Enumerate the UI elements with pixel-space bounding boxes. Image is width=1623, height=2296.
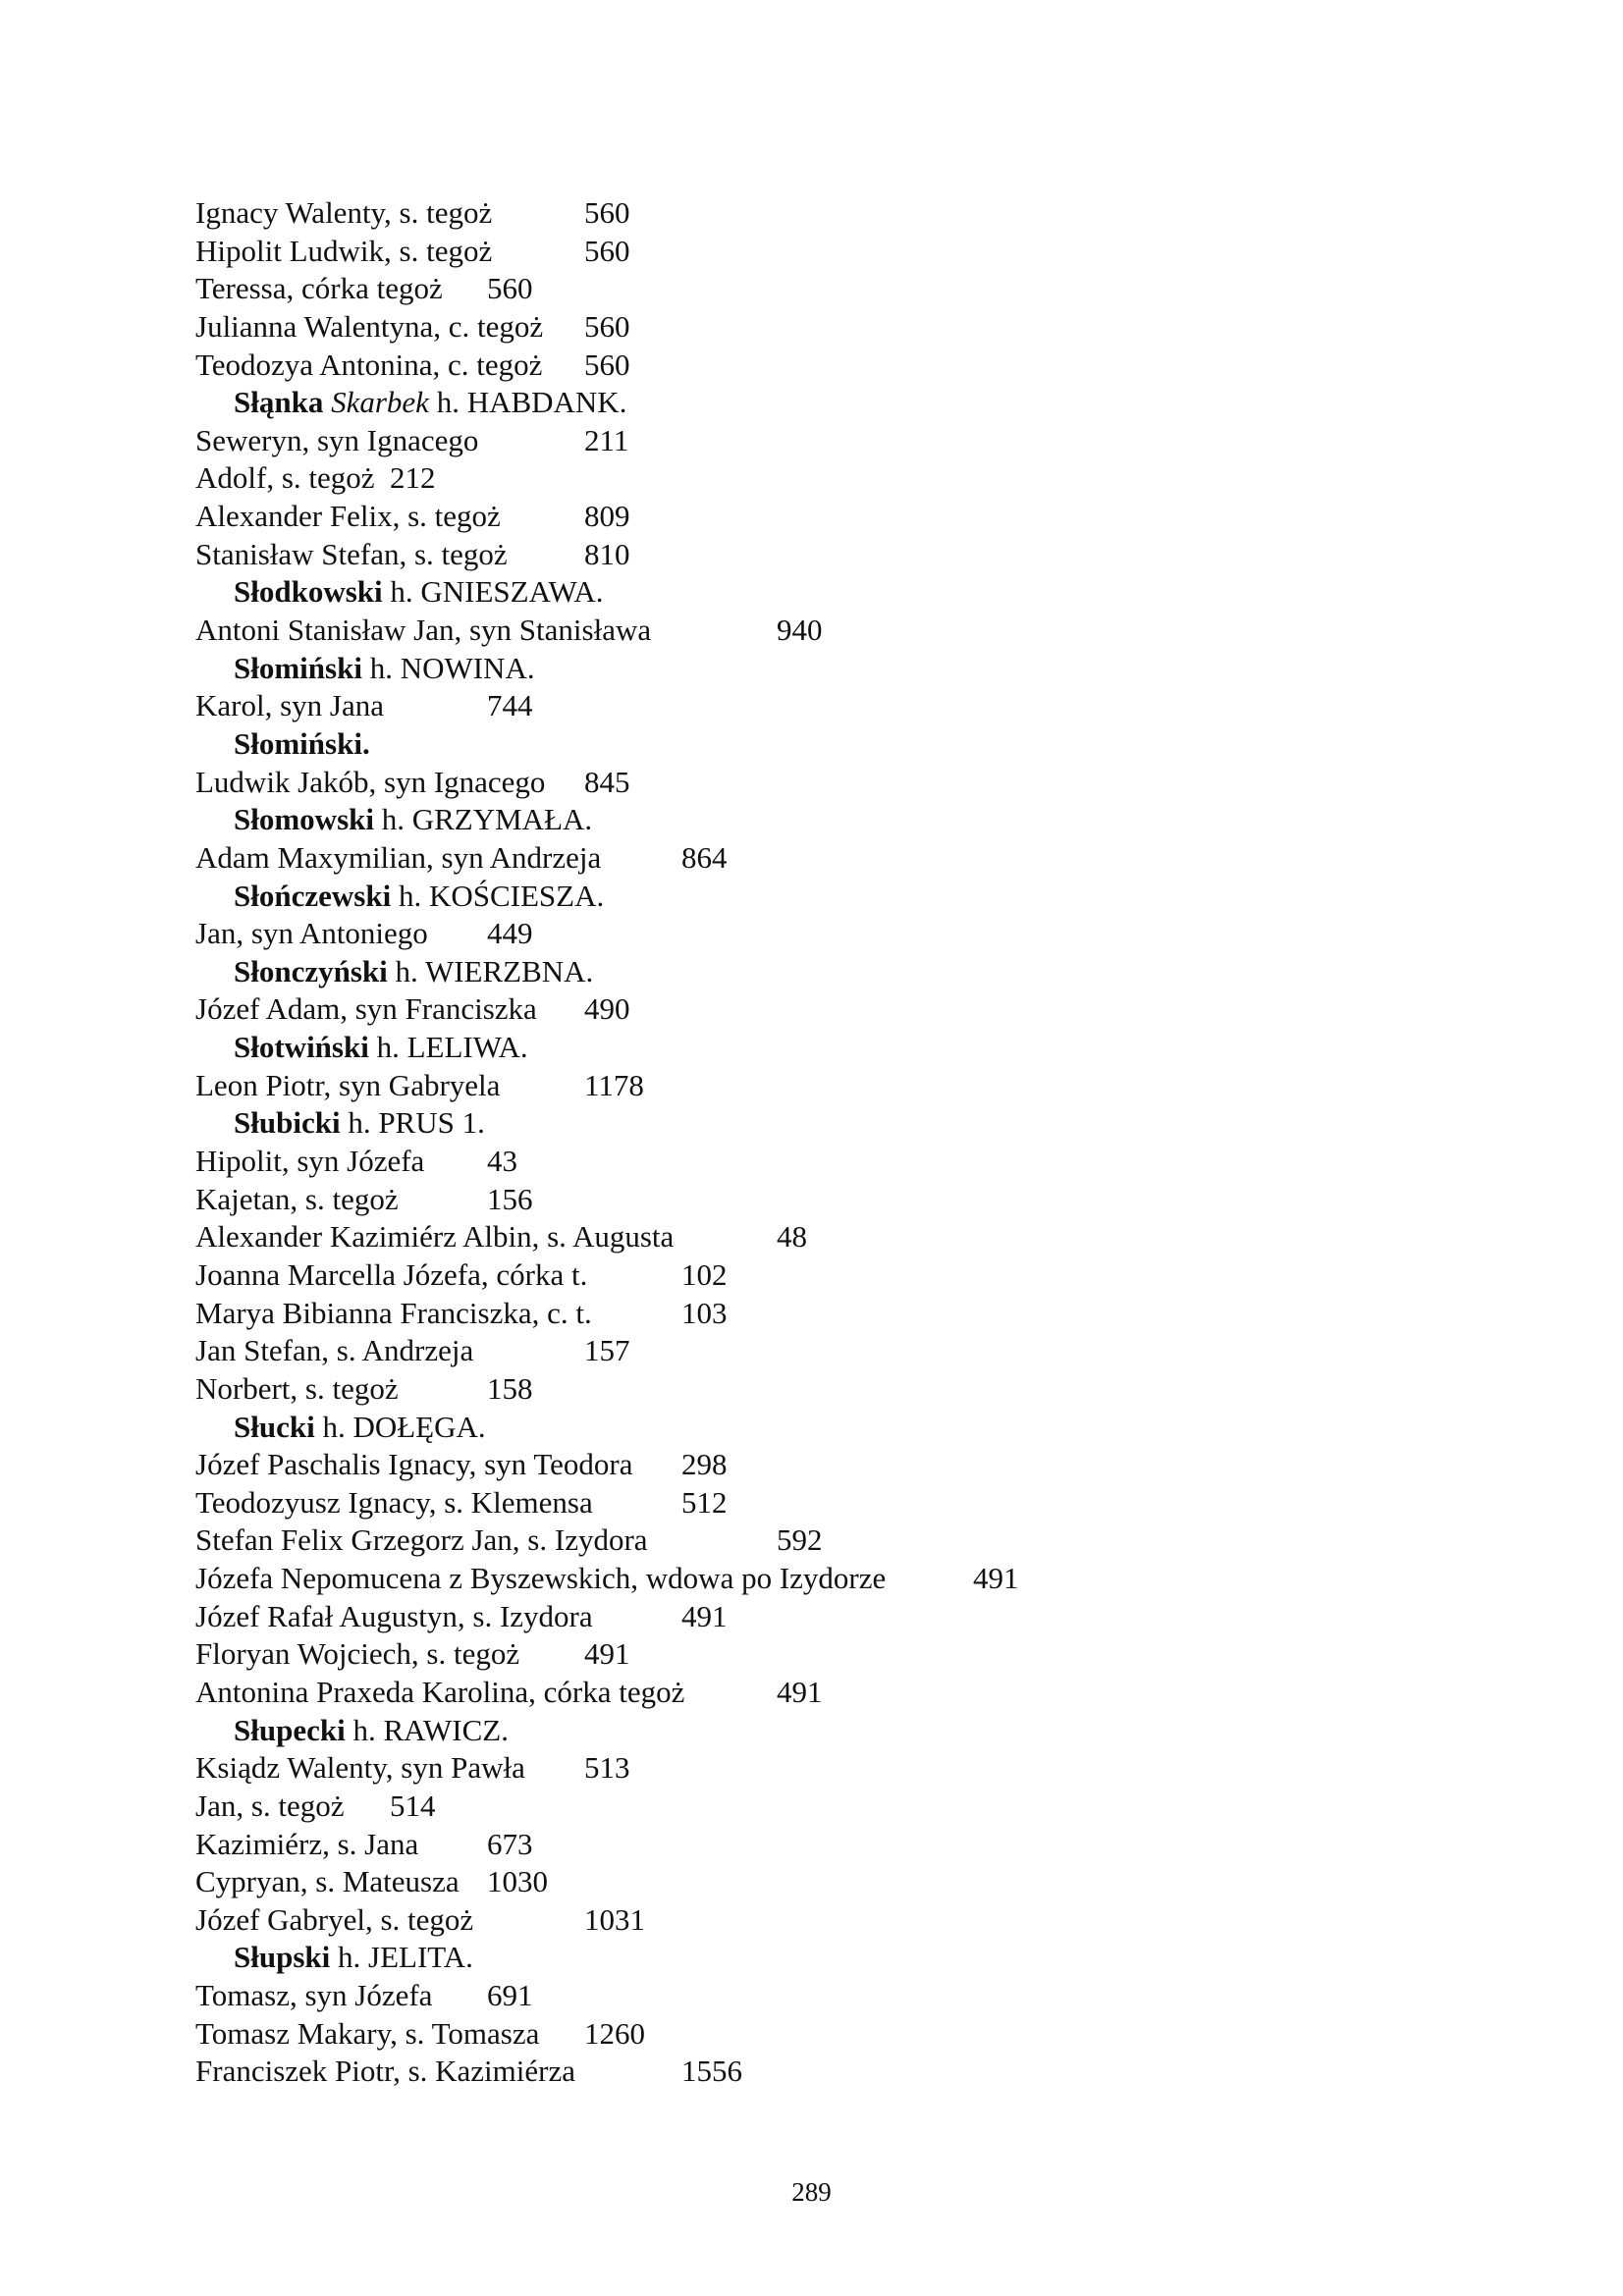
person-entry [195, 1295, 1472, 1333]
record-number: 514 [390, 1788, 436, 1823]
person-entry [195, 1067, 1472, 1105]
person-entry [195, 1522, 1472, 1560]
record-number: 48 [777, 1219, 807, 1255]
person-entry [195, 2015, 1472, 2054]
coat-of-arms: h. LELIWA. [368, 1030, 528, 1065]
record-number: 103 [681, 1295, 728, 1330]
family-name: Słupecki [234, 1712, 346, 1747]
person-entry [195, 1218, 1472, 1256]
person-entry [195, 459, 1472, 498]
record-number: 592 [777, 1522, 823, 1558]
family-heading [195, 1712, 1472, 1750]
person-name: Franciszek Piotr, s. Kazimiérza [195, 2054, 575, 2089]
record-number: 810 [584, 536, 630, 571]
person-entry [195, 1901, 1472, 1940]
record-number: 298 [681, 1447, 728, 1482]
person-name: Adam Maxymilian, syn Andrzeja [195, 839, 602, 875]
person-entry [195, 270, 1472, 308]
index-list [195, 194, 1472, 2091]
person-entry [195, 1749, 1472, 1788]
coat-of-arms: h. RAWICZ. [345, 1712, 509, 1747]
person-name: Tomasz, syn Józefa [195, 1978, 433, 2013]
person-entry [195, 764, 1472, 802]
coat-of-arms: h. HABDANK. [428, 385, 627, 420]
person-name: Hipolit Ludwik, s. tegoż [195, 233, 493, 268]
person-name: Józef Gabryel, s. tegoż [195, 1901, 474, 1937]
person-entry [195, 1446, 1472, 1484]
record-number: 491 [777, 1674, 823, 1709]
person-entry [195, 612, 1472, 650]
record-number: 560 [584, 308, 630, 344]
page-number: 289 [791, 2177, 832, 2207]
family-heading [195, 953, 1472, 991]
person-name: Stanisław Stefan, s. tegoż [195, 536, 508, 571]
family-heading [195, 1104, 1472, 1143]
person-entry [195, 1788, 1472, 1826]
person-entry [195, 1332, 1472, 1370]
person-entry [195, 1826, 1472, 1864]
person-name: Stefan Felix Grzegorz Jan, s. Izydora [195, 1522, 648, 1558]
person-entry [195, 1674, 1472, 1712]
person-name: Józef Rafał Augustyn, s. Izydora [195, 1598, 593, 1633]
person-name: Ksiądz Walenty, syn Pawła [195, 1750, 525, 1786]
person-entry [195, 687, 1472, 725]
record-number: 157 [584, 1333, 630, 1368]
family-heading [195, 573, 1472, 612]
family-heading [195, 725, 1472, 764]
family-name: Słąnka [234, 385, 324, 420]
record-number: 156 [487, 1181, 533, 1216]
family-name: Słucki [234, 1409, 315, 1444]
person-entry [195, 1598, 1472, 1636]
person-name: Alexander Felix, s. tegoż [195, 499, 501, 534]
record-number: 744 [487, 688, 533, 723]
family-name: Słubicki [234, 1105, 341, 1141]
person-name: Alexander Kazimiérz Albin, s. Augusta [195, 1219, 675, 1255]
record-number: 673 [487, 1826, 533, 1861]
family-name: Słomiński [234, 650, 362, 685]
family-heading [195, 801, 1472, 839]
coat-of-arms: h. GNIESZAWA. [382, 574, 604, 610]
record-number: 940 [777, 613, 823, 648]
record-number: 560 [584, 195, 630, 230]
person-name: Antoni Stanisław Jan, syn Stanisława [195, 613, 652, 648]
person-name: Marya Bibianna Franciszka, c. t. [195, 1295, 592, 1330]
person-name: Jan, syn Antoniego [195, 916, 428, 951]
family-heading [195, 878, 1472, 916]
person-entry [195, 347, 1472, 385]
record-number: 1031 [584, 1901, 645, 1937]
person-name: Teodozya Antonina, c. tegoż [195, 347, 543, 382]
record-number: 864 [681, 839, 728, 875]
person-entry [195, 308, 1472, 347]
person-entry [195, 498, 1472, 536]
record-number: 560 [487, 271, 533, 306]
family-heading [195, 384, 1472, 422]
record-number: 809 [584, 499, 630, 534]
person-entry [195, 536, 1472, 574]
coat-of-arms: h. WIERZBNA. [387, 953, 594, 988]
person-entry [195, 1484, 1472, 1522]
coat-of-arms: h. GRZYMAŁA. [373, 802, 593, 837]
family-alias: Skarbek [331, 385, 429, 420]
person-name: Ignacy Walenty, s. tegoż [195, 195, 493, 230]
coat-of-arms: h. DOŁĘGA. [314, 1409, 486, 1444]
family-heading [195, 1029, 1472, 1067]
record-number: 512 [681, 1484, 728, 1520]
person-name: Kajetan, s. tegoż [195, 1181, 399, 1216]
family-name: Słomowski [234, 802, 374, 837]
person-name: Tomasz Makary, s. Tomasza [195, 2015, 540, 2051]
family-name: Słomiński. [234, 725, 370, 761]
person-name: Cypryan, s. Mateusza [195, 1864, 460, 1899]
coat-of-arms: h. JELITA. [330, 1940, 473, 1975]
record-number: 211 [584, 422, 629, 457]
person-name: Józef Adam, syn Franciszka [195, 991, 537, 1027]
record-number: 491 [584, 1636, 630, 1672]
family-name: Słonczyński [234, 953, 388, 988]
family-name: Słotwiński [234, 1030, 369, 1065]
family-name: Słończewski [234, 878, 392, 913]
person-name: Adolf, s. tegoż [195, 460, 375, 496]
record-number: 1178 [584, 1067, 644, 1102]
person-name: Karol, syn Jana [195, 688, 384, 723]
person-entry [195, 1256, 1472, 1295]
record-number: 1260 [584, 2015, 645, 2051]
person-name: Floryan Wojciech, s. tegoż [195, 1636, 520, 1672]
person-entry [195, 2053, 1472, 2091]
person-name: Jan Stefan, s. Andrzeja [195, 1333, 474, 1368]
person-entry [195, 1370, 1472, 1409]
person-entry [195, 1181, 1472, 1219]
coat-of-arms: h. NOWINA. [361, 650, 535, 685]
person-name: Leon Piotr, syn Gabryela [195, 1067, 501, 1102]
person-name: Józefa Nepomucena z Byszewskich, wdowa po Izydorze [195, 1561, 887, 1596]
coat-of-arms: h. KOŚCIESZA. [391, 878, 605, 913]
record-number: 158 [487, 1370, 533, 1406]
person-name: Joanna Marcella Józefa, córka t. [195, 1256, 588, 1292]
person-entry [195, 194, 1472, 233]
record-number: 491 [681, 1598, 728, 1633]
person-entry [195, 1635, 1472, 1674]
record-number: 212 [390, 460, 436, 496]
record-number: 845 [584, 764, 630, 799]
family-name: Słupski [234, 1940, 331, 1975]
person-name: Teressa, córka tegoż [195, 271, 443, 306]
family-name: Słodkowski [234, 574, 383, 610]
record-number: 1556 [681, 2054, 742, 2089]
record-number: 513 [584, 1750, 630, 1786]
family-heading [195, 1939, 1472, 1977]
family-heading [195, 650, 1472, 688]
person-name: Julianna Walentyna, c. tegoż [195, 308, 544, 344]
person-entry [195, 1863, 1472, 1901]
person-entry [195, 422, 1472, 460]
person-name: Jan, s. tegoż [195, 1788, 345, 1823]
record-number: 449 [487, 916, 533, 951]
record-number: 490 [584, 991, 630, 1027]
record-number: 43 [487, 1144, 517, 1179]
person-entry [195, 233, 1472, 271]
person-name: Józef Paschalis Ignacy, syn Teodora [195, 1447, 633, 1482]
person-name: Seweryn, syn Ignacego [195, 422, 479, 457]
record-number: 1030 [487, 1864, 548, 1899]
family-heading [195, 1409, 1472, 1447]
person-name: Kazimiérz, s. Jana [195, 1826, 419, 1861]
person-entry [195, 1143, 1472, 1181]
person-entry [195, 990, 1472, 1029]
person-entry [195, 1560, 1472, 1598]
person-name: Teodozyusz Ignacy, s. Klemensa [195, 1484, 593, 1520]
record-number: 560 [584, 347, 630, 382]
person-entry [195, 915, 1472, 953]
person-name: Norbert, s. tegoż [195, 1370, 399, 1406]
person-name: Ludwik Jakób, syn Ignacego [195, 764, 546, 799]
record-number: 102 [681, 1256, 728, 1292]
coat-of-arms: h. PRUS 1. [340, 1105, 485, 1141]
record-number: 491 [973, 1561, 1019, 1596]
person-name: Antonina Praxeda Karolina, córka tegoż [195, 1674, 685, 1709]
person-entry [195, 839, 1472, 878]
person-entry [195, 1977, 1472, 2015]
record-number: 560 [584, 233, 630, 268]
person-name: Hipolit, syn Józefa [195, 1144, 425, 1179]
record-number: 691 [487, 1978, 533, 2013]
